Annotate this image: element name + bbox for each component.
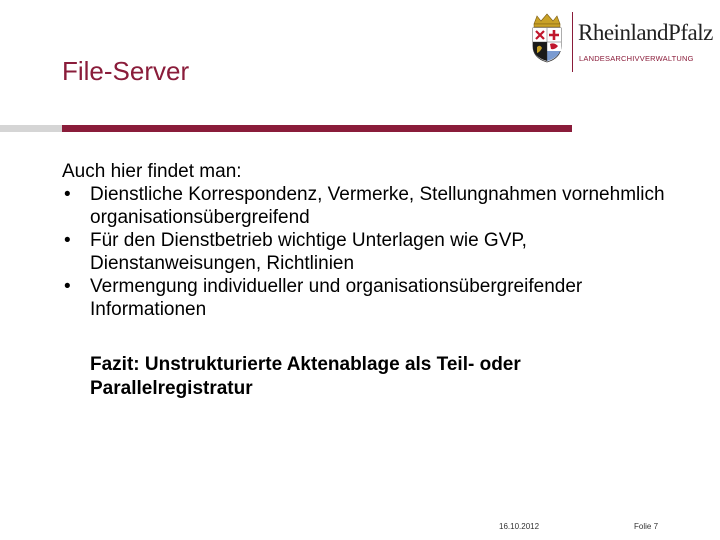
slide-body: [62, 160, 682, 401]
footer-page-number: Folie 7: [634, 522, 659, 531]
logo-brand: RheinlandPfalz: [578, 20, 713, 45]
logo-divider: [572, 12, 573, 72]
bullet-icon: •: [64, 184, 71, 205]
logo-subtitle: LANDESARCHIVVERWALTUNG: [579, 54, 694, 63]
intro-text: Auch hier findet man:: [62, 161, 242, 182]
list-item: [62, 183, 682, 229]
logo: [528, 8, 713, 74]
conclusion-text: Fazit: Unstrukturierte Aktenablage als Teil- oder Parallelregistratur: [90, 354, 521, 399]
footer-date: 16.10.2012: [499, 522, 540, 531]
bullet-list: [62, 183, 682, 321]
bullet-text: Für den Dienstbetrieb wichtige Unterlagen wie GVP, Dienstanweisungen, Richtlinien: [90, 230, 527, 274]
bullet-icon: •: [64, 276, 71, 297]
bullet-icon: •: [64, 230, 71, 251]
bullet-text: Vermengung individueller und organisationsübergreifender Informationen: [90, 276, 583, 320]
list-item: [62, 275, 682, 321]
list-item: [62, 229, 682, 275]
bullet-text: Dienstliche Korrespondenz, Vermerke, Stellungnahmen vornehmlich organisationsübergreifend: [90, 184, 665, 228]
rheinland-pfalz-coat-of-arms-icon: [528, 12, 566, 64]
slide-title: File-Server: [62, 56, 190, 86]
title-rule-gray: [0, 125, 62, 132]
title-rule-accent: [62, 125, 572, 132]
